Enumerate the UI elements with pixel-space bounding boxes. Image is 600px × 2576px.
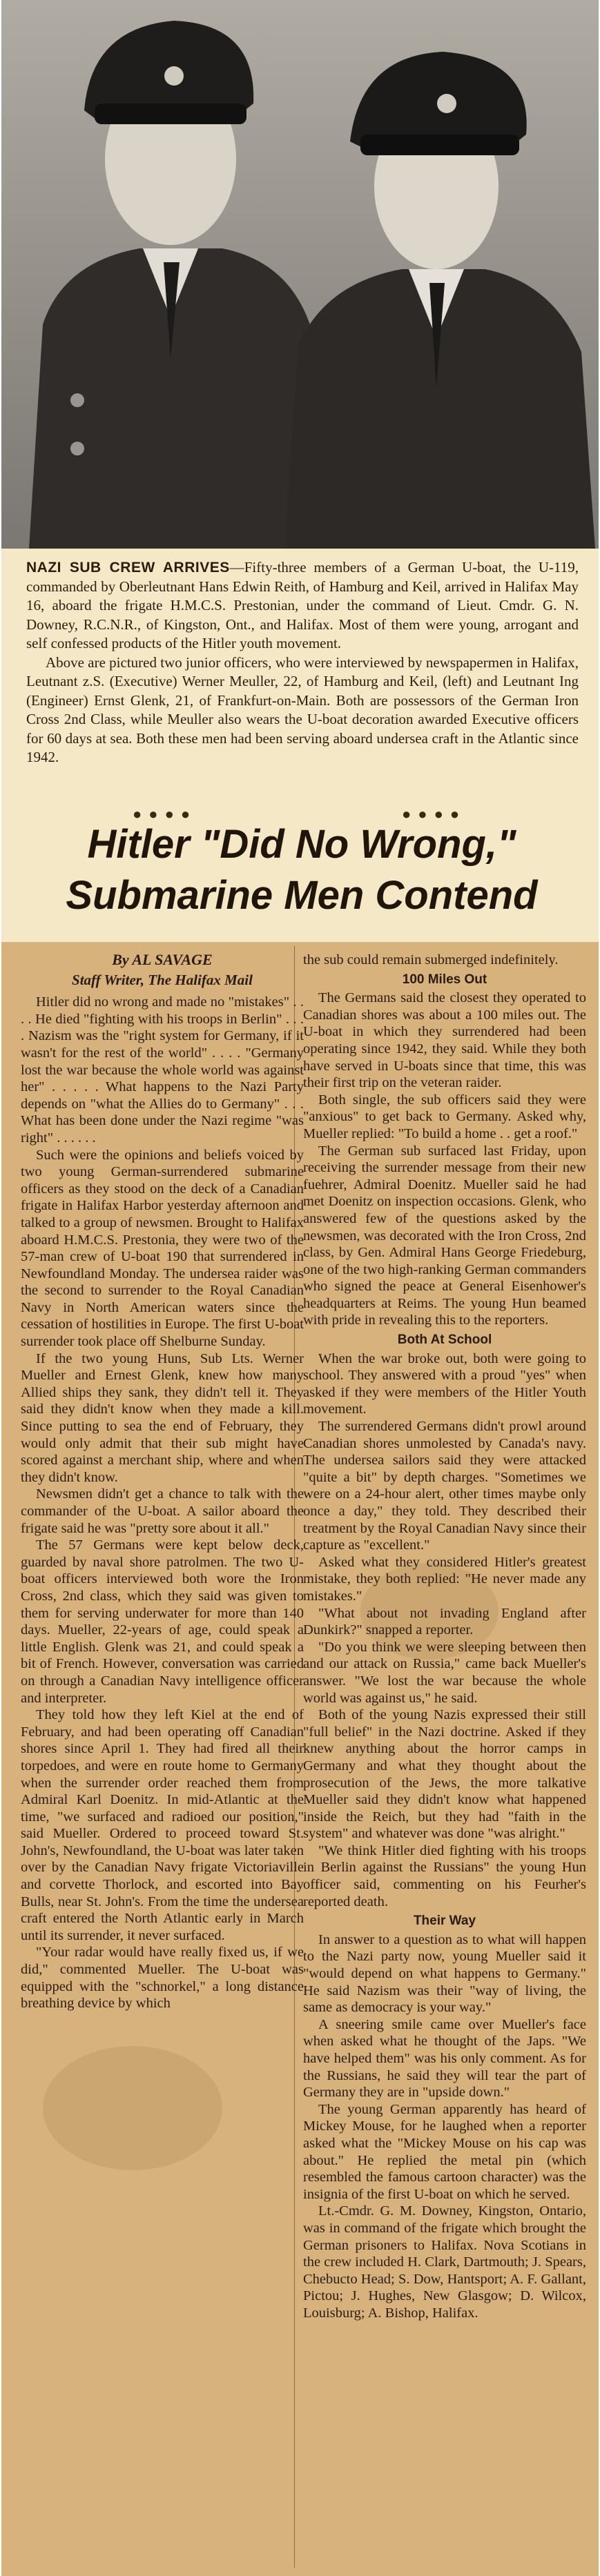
paragraph: Both of the young Nazis expressed their still "full belief" in the Nazi doctrine. Asked if they knew anything about the horror camps in Germany and what they thought about the prosecution of the Jews, the more talkative Mueller said they didn't know what happened inside the Reich, but they had "faith in the system" and whatever was done "was alright." [303, 1707, 586, 1842]
headline-line-2: Submarine Men Contend [66, 873, 538, 918]
caption-area [1, 549, 599, 942]
paragraph: They told how they left Kiel at the end of February, and had been operating off Canadian shores since April 1. They had fired all their torpedoes, and were en route home to Germany when the surrender order reached them from Admiral Karl Doenitz. In mid-Atlantic at the time, "we surfaced and radioed our position," said Mueller. Ordered to proceed toward St. John's, Newfoundland, the U-boat was later taken over by the Canadian Navy frigate Victoriaville and corvette Thorlock, and escorted into Bay Bulls, near St. John's. From the time the undersea craft entered the North Atlantic early in March until its surrender, it never surfaced. [21, 1707, 304, 1943]
paragraph: the sub could remain submerged indefinitely. [303, 952, 559, 967]
paragraph: The young German apparently has heard of Mickey Mouse, for he laughed when a reporter asked what the "Mickey Mouse on his cap was about." He replied the metal pin (which resembled the famous cartoon character) was the insignia of the first U-boat on which he served. [303, 2101, 586, 2202]
paragraph: The Germans said the closest they operated to Canadian shores was about a 100 miles out. The U-boat in which they surrendered had been operating since 1942, they said. While they both have served in U-boats since that time, this was their first trip on the veteran raider. [303, 990, 586, 1091]
caption-lead: NAZI SUB CREW ARRIVES [26, 560, 230, 576]
paper-stain [43, 2046, 222, 2170]
subhead-100-miles-out: 100 Miles Out [402, 972, 487, 987]
headline-line-1: Hitler "Did No Wrong," [87, 822, 516, 867]
paragraph: The 57 Germans were kept below deck, guarded by naval shore patrolmen. The two U-boat officers interviewed both wore the Iron Cross, 2nd class, which they said was given to them for serving underwater for more than 140 days. Mueller, 22-years of age, could speak a little English. Glenk was 21, and could speak a bit of French. However, conversation was carried on through a Canadian Navy intelligence officer and interpreter. [21, 1537, 304, 1706]
byline-author: By AL SAVAGE [112, 951, 213, 968]
paragraph: "We think Hitler died fighting with his troops in Berlin against the Russians" the young Hun officer said, commenting on his Feurher's reported death. [303, 1842, 586, 1909]
ornament-dots-right: ●●●● [402, 805, 467, 823]
paragraph: The German sub surfaced last Friday, upon receiving the surrender message from their new fuehrer, Admiral Doenitz. Mueller said he had met Doenitz on inspection occasions. Glenk, who answered few of the questions asked by the newsmen, was decorated with the Iron Cross, 2nd class, by Gen. Admiral Hans George Friedeburg, one of the two high-ranking German commanders who signed the peace at General Eisenhower's headquarters at Reims. The young Hun beamed with pride in revealing this to the reporters. [303, 1143, 586, 1328]
article-column-right [303, 942, 586, 2322]
paragraph: Asked what they considered Hitler's greatest mistake, they both replied: "He never made any mistakes." [303, 1554, 586, 1604]
paragraph: The surrendered Germans didn't prowl around Canadian shores unmolested by Canada's navy. The undersea sailors said they were attacked "quite a bit" by depth charges. "Sometimes we were on a 24-hour alert, other times maybe only once a day," they told. They described their treatment by the Royal Canadian Navy since their capture as "excellent." [303, 1419, 586, 1553]
byline-staff: Staff Writer, The Halifax Mail [72, 971, 253, 988]
paragraph: Such were the opinions and beliefs voiced by two young German-surrendered submarine officers as they stood on the deck of a Canadian frigate in Halifax Harbor yesterday afternoon and talked to a group of newsmen. Brought to Halifax aboard H.M.C.S. Prestonia, they were two of the 57-man crew of U-boat 190 that surrendered in Newfoundland Monday. The undersea raider was the second to surrender to the Royal Canadian Navy in North American waters since the cessation of hostilities in Europe. The first U-boat surrender took place off Shelburne Sunday. [21, 1147, 304, 1350]
paragraph: When the war broke out, both were going to school. They answered with a proud "yes" when asked if they were members of the Hitler Youth movement. [303, 1350, 586, 1417]
paragraph: In answer to a question as to what will happen to the Nazi party now, young Mueller said it "would depend on what happens to Germany." He said Nazism was their "way of living, the same as democracy is your way." [303, 1931, 586, 2016]
subhead-both-at-school: Both At School [397, 1333, 492, 1348]
article-column-left [21, 942, 304, 2012]
photo-two-officers [1, 0, 599, 549]
paragraph: "Your radar would have really fixed us, if we did," commented Mueller. The U-boat was equipped with the "schnorkel," a long distance breathing device by which [21, 1945, 304, 2012]
photo-caption [26, 558, 579, 767]
subhead-their-way: Their Way [413, 1914, 476, 1929]
ornament-dots-left: ●●●● [133, 805, 197, 823]
paragraph: A sneering smile came over Mueller's face when asked what he thought of the Japs. "We have helped them" was his only comment. As for the Russians, he said they will tear the part of Germany they are in "upside down." [303, 2016, 586, 2101]
paragraph: If the two young Huns, Sub Lts. Werner Mueller and Ernest Glenk, knew how many Allied ships they sank, they didn't tell it. They said they didn't know when they made a kill. Since putting to sea the end of February, they would only admit that their sub might have scored against a merchant ship, where and when they didn't know. [21, 1350, 304, 1485]
paragraph: Lt.-Cmdr. G. M. Downey, Kingston, Ontario, was in command of the frigate which brought the German prisoners to Halifax. Nova Scotians in the crew included H. Clark, Dartmouth; J. Spears, Chebucto Head; S. Dow, Hantsport; A. F. Gallant, Pictou; J. Hughes, New Glasgow; D. Wilcox, Louisburg; A. Bishop, Halifax. [303, 2203, 586, 2321]
paragraph: Hitler did no wrong and made no "mistakes" . . . . He died "fighting with his troops in Berlin" . . . . Nazism was the "right system for Germany, if it wasn't for the rest of the world" . . . . "Germany lost the war because the whole world was against her" . . . . . What happens to the Nazi Party depends on "what the Allies do to Germany" . . . What has been done under the Nazi regime "was right" . . . . . . [21, 994, 304, 1146]
paragraph: Newsmen didn't get a chance to talk with the commander of the U-boat. A sailor aboard the frigate said he was "pretty sore about it all." [21, 1486, 304, 1536]
paragraph: Both single, the sub officers said they were "anxious" to get back to Germany. Asked why, Mueller replied: "To build a home . . get a roof." [303, 1092, 586, 1141]
caption-text: —Fifty-three members of a German U-boat, the U-119, commanded by Oberleutnant Hans Edwin Reith, of Hamburg and Keil, arrived in Halifax May 16, aboard the frigate H.M.C.S. Prestonian, under the command of Lieut. Cmdr. G. N. Downey, R.C.N.R., of Kingston, Ont., and Halifax. Most of them were young, arrogant and self confessed products of the Hitler youth movement. [26, 559, 579, 651]
paragraph: "Do you think we were sleeping between then and our attack on Russia," came back Mueller's answer. "We lost the war because the whole world was against us," he said. [303, 1639, 586, 1706]
paragraph: "What about not invading England after Dunkirk?" snapped a reporter. [303, 1605, 586, 1638]
caption-text-2: Above are pictured two junior officers, who were interviewed by newspapermen in Halifax, Leutnant z.S. (Executive) Werner Meuller, 22, of Hamburg and Keil, (left) and Leutnant Ing (Engineer) Ernst Glenk, 21, of Frankfurt-on-Main. Both are possessors of the German Iron Cross 2nd Class, while Meuller also wears the U-boat decoration awarded Executive officers for 60 days at sea. Both these men had been serving aboard undersea craft in the Atlantic since 1942. [26, 653, 579, 765]
article-body [1, 942, 599, 2576]
headline [8, 819, 595, 921]
